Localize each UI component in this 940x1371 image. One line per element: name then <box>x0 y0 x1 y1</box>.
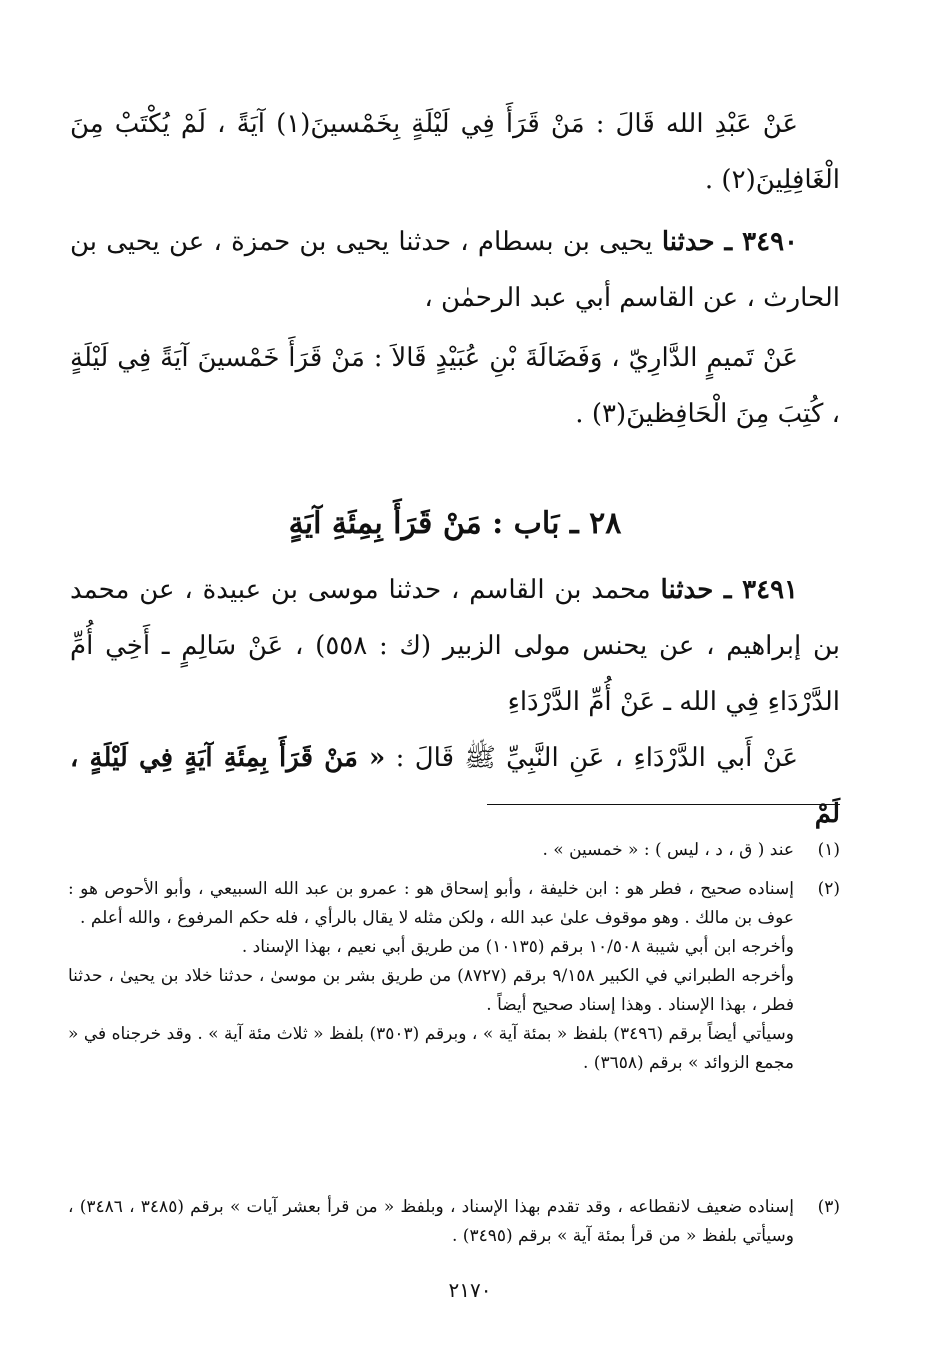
footnote-divider <box>487 804 840 805</box>
footnote-number: (٣) <box>817 1197 840 1217</box>
footnote-number: (٢) <box>817 879 840 899</box>
chapter-heading: ٢٨ ـ بَاب : مَنْ قَرَأَ بِمِئَةِ آيَةٍ <box>288 506 622 541</box>
footnote-text <box>68 1193 794 1251</box>
paragraph-tamim-narration: عَنْ تَميمٍ الدَّارِيّ ، وَفَضَالَةَ بْنِ عُبَيْدٍ قَالاَ : مَنْ قَرَأَ خَمْسينَ آيَةً فِي لَيْلَةٍ ، كُتِبَ مِنَ الْحَافِظينَ(٣) . <box>70 343 840 429</box>
footnote-paragraph: إسناده صحيح ، فطر هو : ابن خليفة ، وأبو إسحاق هو : عمرو بن عبد الله السبيعي ، وأبو الأحوص هو : عوف بن مالك . وهو موقوف علىٰ عبد الله ، ولكن مثله لا يقال بالرأي ، فله حكم المرفوع ، والله أعلم . <box>68 879 794 928</box>
hadith-3491-chain: محمد بن القاسم ، حدثنا موسى بن عبيدة ، عن محمد بن إبراهيم ، عن يحنس مولى الزبير (ك : ٥٥٨) ، عَنْ سَالِمٍ ـ أَخِي أُمِّ الدَّرْدَاءِ فِي الله ـ عَنْ أُمِّ الدَّرْدَاءِ <box>70 575 840 717</box>
hadith-3490-isnad <box>70 214 840 326</box>
footnote-paragraph: وأخرجه ابن أبي شيبة ١٠/٥٠٨ برقم (١٠١٣٥) من طريق أبي نعيم ، بهذا الإسناد . <box>241 937 794 957</box>
footnote-2 <box>68 875 840 1078</box>
footnote-1 <box>68 836 840 865</box>
hadith-number-3491: ٣٤٩١ ـ حدثنا <box>660 575 799 605</box>
footnote-3 <box>68 1193 840 1251</box>
footnote-paragraph: إسناده ضعيف لانقطاعه ، وقد تقدم بهذا الإسناد ، وبلفظ « من قرأ بعشر آيات » برقم (٣٤٨٥ ، ٣٤٨٦) ، وسيأتي بلفظ « من قرأ بمئة آية » برقم (٣٤٩٥) . <box>68 1197 794 1246</box>
paragraph-abu-darda-narration <box>70 730 840 842</box>
footnote-text <box>68 836 794 865</box>
page-number: ٢١٧٠ <box>448 1278 492 1302</box>
footnote-number: (١) <box>817 840 840 860</box>
footnote-paragraph: وأخرجه الطبراني في الكبير ٩/١٥٨ برقم (٨٧٢٧) من طريق بشر بن موسىٰ ، حدثنا خلاد بن يحيىٰ ، حدثنا فطر ، بهذا الإسناد . وهذا إسناد صحيح أيضاً . <box>68 966 794 1015</box>
footnote-paragraph: وسيأتي أيضاً برقم (٣٤٩٦) بلفظ « بمئة آية » ، وبرقم (٣٥٠٣) بلفظ « ثلاث مئة آية » . وقد خرجناه في « مجمع الزوائد » برقم (٣٦٥٨) . <box>68 1024 795 1073</box>
hadith-3490-chain: يحيى بن بسطام ، حدثنا يحيى بن حمزة ، عن يحيى بن الحارث ، عن القاسم أبي عبد الرحمٰن ، <box>70 227 840 313</box>
footnote-paragraph: عند ( ق ، د ، ليس ) : « خمسين » . <box>542 840 794 860</box>
narration-intro: عَنْ أَبي الدَّرْدَاءِ ، عَنِ النَّبِيِّ ﷺ قَالَ : <box>395 743 799 773</box>
hadith-number-3490: ٣٤٩٠ ـ حدثنا <box>661 227 798 257</box>
hadith-3491-isnad <box>70 562 840 730</box>
narration-matn: « مَنْ قَرَأَ بِمِئَةِ آيَةٍ فِي لَيْلَةٍ ، لَمْ <box>70 743 840 829</box>
footnote-text <box>68 875 794 1078</box>
paragraph-abdullah-narration: عَنْ عَبْدِ الله قَالَ : مَنْ قَرَأَ فِي لَيْلَةٍ بِخَمْسينَ(١) آيَةً ، لَمْ يُكْتَبْ مِنَ الْغَافِلِينَ(٢) . <box>70 109 840 195</box>
